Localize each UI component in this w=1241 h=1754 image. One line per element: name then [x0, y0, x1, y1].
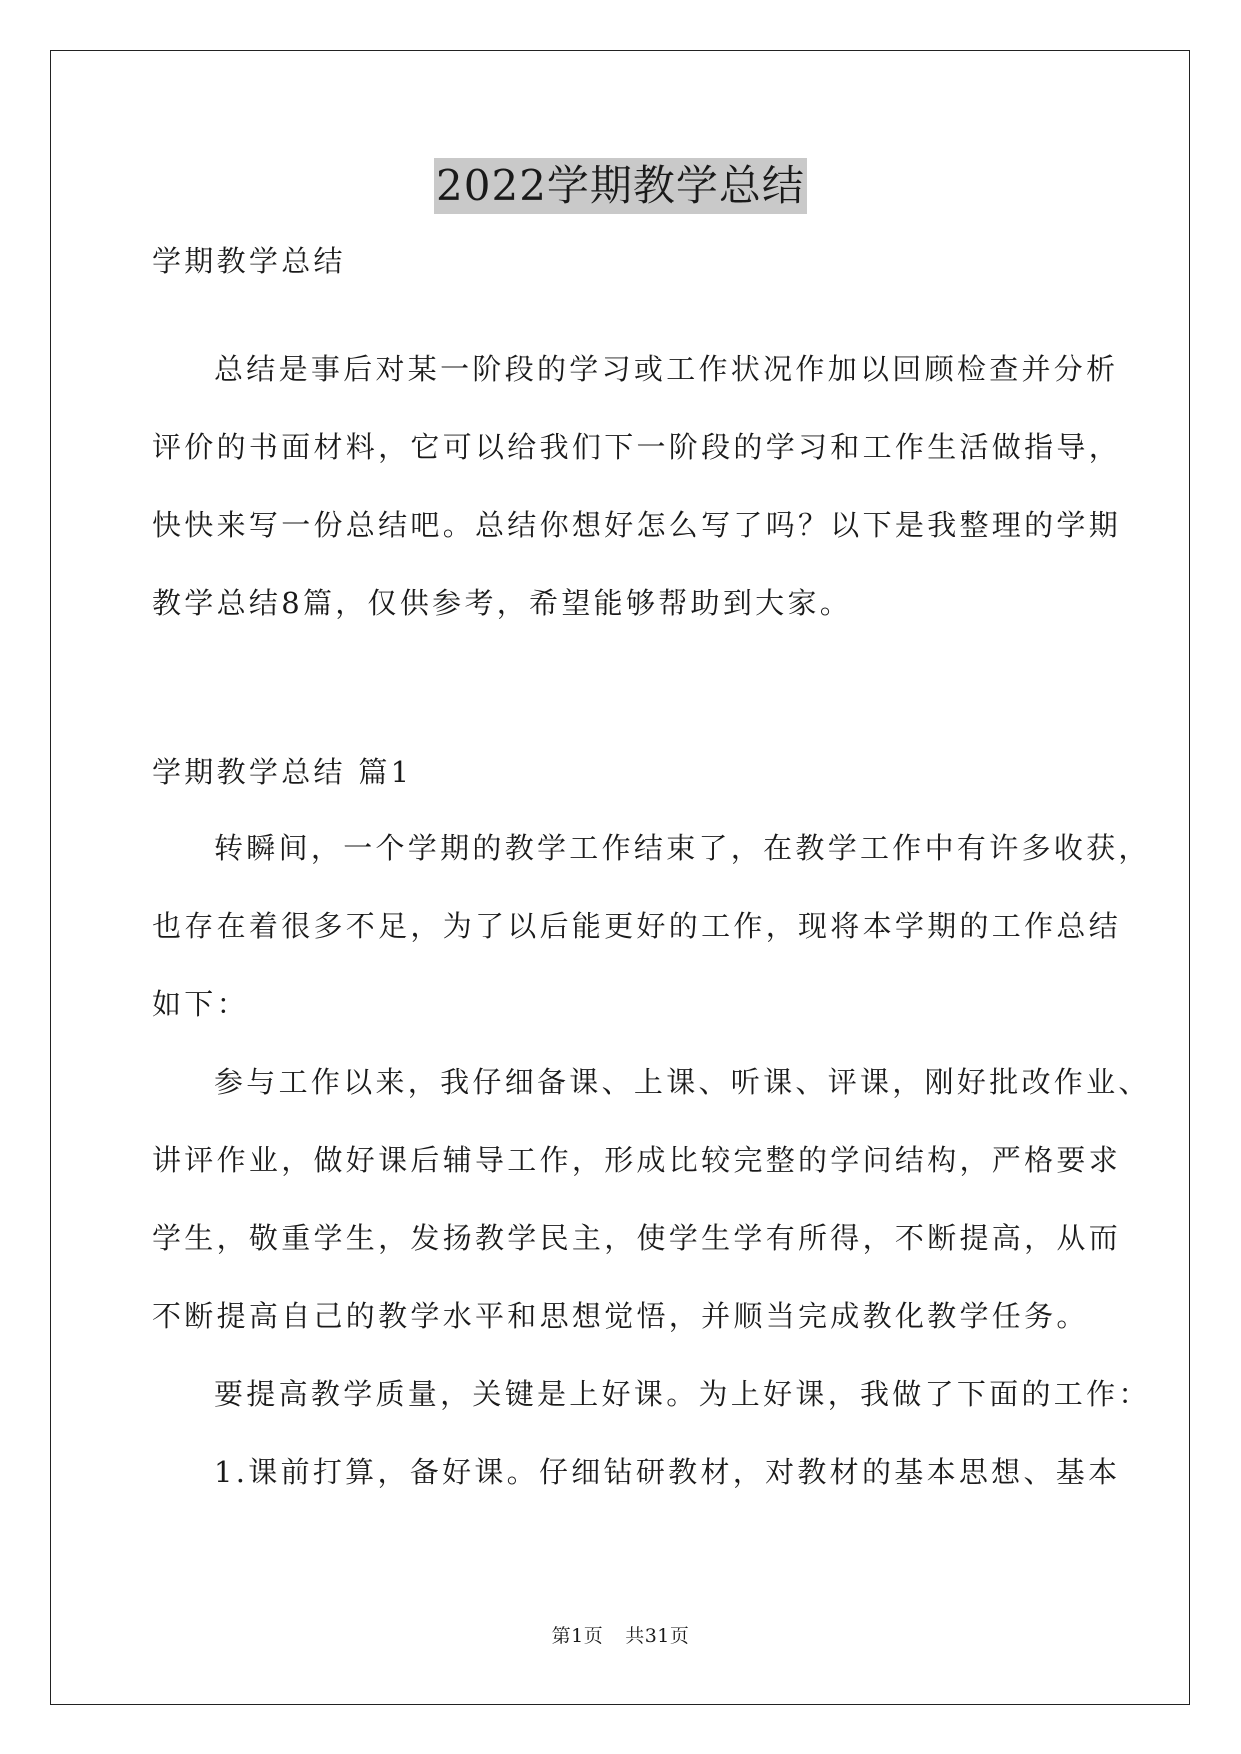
paragraph-line: 转瞬间，一个学期的教学工作结束了，在教学工作中有许多收获， — [214, 831, 1151, 865]
document-title-text: 2022学期教学总结 — [434, 158, 807, 214]
paragraph-line: 评价的书面材料，它可以给我们下一阶段的学习和工作生活做指导， — [152, 430, 1122, 464]
page-total: 共31页 — [625, 1625, 690, 1647]
paragraph-line: 教学总结8篇，仅供参考，希望能够帮助到大家。 — [152, 586, 853, 620]
paragraph-line: 如下： — [152, 987, 249, 1021]
paragraph-line: 总结是事后对某一阶段的学习或工作状况作加以回顾检查并分析 — [214, 352, 1119, 386]
paragraph-line: 1.课前打算，备好课。仔细钻研教材，对教材的基本思想、基本 — [214, 1455, 1121, 1489]
paragraph-line: 讲评作业，做好课后辅导工作，形成比较完整的学问结构，严格要求 — [152, 1143, 1122, 1177]
document-title — [0, 158, 1241, 214]
paragraph-line: 参与工作以来，我仔细备课、上课、听课、评课，刚好批改作业、 — [214, 1065, 1151, 1099]
paragraph-line: 快快来写一份总结吧。总结你想好怎么写了吗？以下是我整理的学期 — [152, 508, 1122, 542]
paragraph-line: 不断提高自己的教学水平和思想觉悟，并顺当完成教化教学任务。 — [152, 1299, 1089, 1333]
section-heading: 学期教学总结 篇1 — [152, 755, 413, 789]
paragraph-line: 也存在着很多不足，为了以后能更好的工作，现将本学期的工作总结 — [152, 909, 1122, 943]
page-footer — [0, 1624, 1241, 1648]
page-number: 第1页 — [551, 1625, 604, 1647]
paragraph-line: 学生，敬重学生，发扬教学民主，使学生学有所得，不断提高，从而 — [152, 1221, 1122, 1255]
paragraph-line: 要提高教学质量，关键是上好课。为上好课，我做了下面的工作： — [214, 1377, 1151, 1411]
section-heading: 学期教学总结 — [152, 244, 346, 278]
